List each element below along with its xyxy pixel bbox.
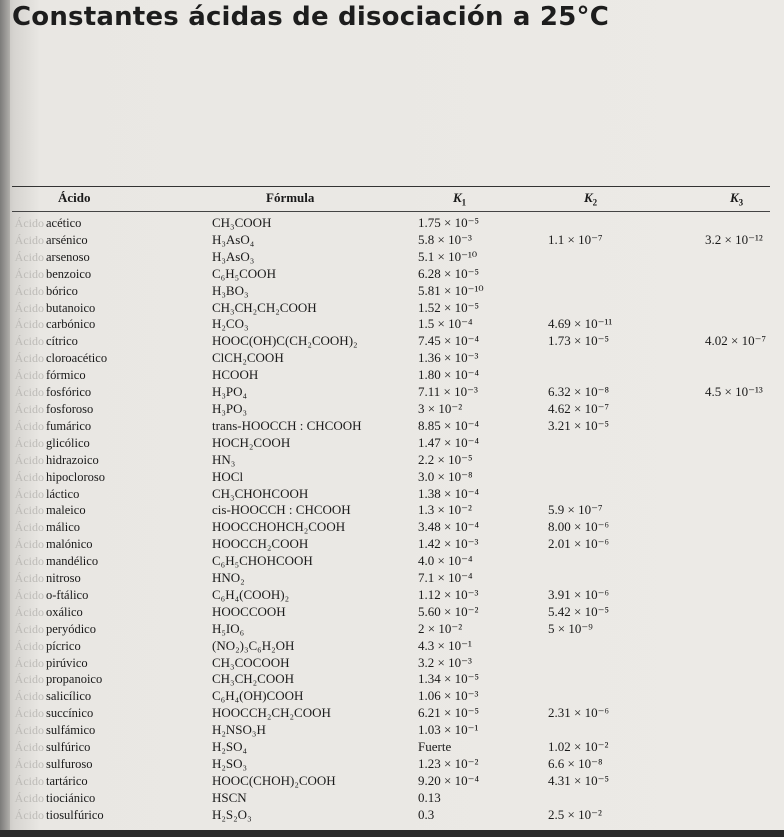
acid-name: glicólico [46,435,90,450]
k1-value: 7.45 × 10⁻⁴ [418,333,479,349]
acid-formula: HNO₂ [212,570,245,586]
acid-prefix: Ácido [14,368,44,383]
k1-value: 0.13 [418,789,441,805]
acid-formula: HOOCCHOHCH₂COOH [212,519,346,535]
table-row [0,401,784,418]
k1-value: 3 × 10⁻² [418,400,463,416]
acid-name: succínico [46,706,94,721]
acid-formula: H₃PO₄ [212,384,248,400]
acid-formula: ClCH₂COOH [212,350,284,366]
k2-value: 1.1 × 10⁻⁷ [548,231,603,247]
acid-name: cloroacético [46,351,108,366]
acid-prefix: Ácido [14,418,44,433]
acid-name: fosfórico [46,385,92,400]
table-row [0,266,784,283]
table-row [0,486,784,503]
k1-value: 3.2 × 10⁻³ [418,654,472,670]
acid-name: fosforoso [46,401,94,416]
k1-value: 1.03 × 10⁻¹ [418,722,479,738]
acid-prefix: Ácido [14,503,44,518]
table-row [0,756,784,773]
k1-value: 1.38 × 10⁻⁴ [418,485,479,501]
k1-value: 1.36 × 10⁻³ [418,350,479,366]
acid-formula: H₃BO₃ [212,282,249,298]
acid-prefix: Ácido [14,351,44,366]
acid-prefix: Ácido [14,537,44,552]
acid-name: butanoico [46,300,96,315]
acid-name: láctico [46,486,80,501]
acid-name: oxálico [46,604,83,619]
acid-prefix: Ácido [14,317,44,332]
acid-formula: CH₃COCOOH [212,654,290,670]
acid-name: carbónico [46,317,96,332]
acid-name: cítrico [46,334,78,349]
table-row [0,333,784,350]
k2-value: 3.91 × 10⁻⁶ [548,586,609,602]
k2-value: 2.01 × 10⁻⁶ [548,536,609,552]
table-row [0,705,784,722]
k1-value: 6.21 × 10⁻⁵ [418,705,479,721]
k1-value: 4.3 × 10⁻¹ [418,637,472,653]
acid-name: hidrazoico [46,452,99,467]
table-row [0,350,784,367]
acid-prefix: Ácido [14,638,44,653]
acid-formula: HOOC(CHOH)₂COOH [212,772,336,788]
table-row [0,452,784,469]
table-row [0,215,784,232]
k2-value: 2.31 × 10⁻⁶ [548,705,609,721]
table-row [0,316,784,333]
acid-prefix: Ácido [14,757,44,771]
acid-name: sulfámico [46,723,96,738]
column-header-k2: $K_2$ [584,190,598,208]
acid-formula: C₆H₅COOH [212,265,276,281]
acid-prefix: Ácido [14,554,44,569]
acid-formula: H₂SO₃ [212,756,248,771]
k1-value: 1.3 × 10⁻² [418,502,472,518]
table-row [0,536,784,553]
acid-formula: HCOOH [212,367,259,383]
k2-value: 4.62 × 10⁻⁷ [548,400,609,416]
acid-formula: CH₃CHOHCOOH [212,485,309,501]
table-row [0,283,784,300]
acid-prefix: Ácido [14,216,44,230]
acid-prefix: Ácido [14,401,44,416]
acid-prefix: Ácido [14,300,44,315]
acid-prefix: Ácido [14,706,44,721]
acid-formula: H₃AsO₃ [212,248,255,264]
acid-prefix: Ácido [14,469,44,484]
k1-value: 1.23 × 10⁻² [418,756,479,771]
table-row [0,570,784,587]
acid-prefix: Ácido [14,385,44,400]
table-row [0,655,784,672]
acid-name: hipocloroso [46,469,106,484]
table-row [0,249,784,266]
acid-formula: CH₃COOH [212,215,272,230]
k2-value: 1.02 × 10⁻² [548,739,609,755]
acid-formula: H₅IO₆ [212,620,245,636]
column-header-k3: $K_3$ [730,190,744,208]
k1-value: 1.12 × 10⁻³ [418,586,479,602]
acid-prefix: Ácido [14,689,44,704]
acid-formula: HN₃ [212,451,236,467]
acid-formula: H₂NSO₃H [212,722,266,738]
acid-name: pirúvico [46,655,88,670]
acid-name: nitroso [46,571,81,586]
acid-prefix: Ácido [14,604,44,619]
acid-prefix: Ácido [14,740,44,755]
acid-prefix: Ácido [14,672,44,687]
page-title: Constantes ácidas de disociación a 25°C [12,2,609,32]
k2-value: 6.32 × 10⁻⁸ [548,384,609,400]
k1-value: 1.75 × 10⁻⁵ [418,215,479,230]
acid-prefix: Ácido [14,723,44,738]
table-row [0,435,784,452]
k2-value: 4.69 × 10⁻¹¹ [548,316,613,332]
table-header-rule [12,211,770,212]
acid-name: tartárico [46,773,88,788]
acid-name: sulfúrico [46,740,91,755]
column-header-k1: $K_1$ [453,190,467,208]
page-bottom-edge [0,830,784,837]
acid-formula: HOCH₂COOH [212,434,291,450]
k1-value: 1.42 × 10⁻³ [418,536,479,552]
acid-formula: H₂SO₄ [212,739,248,755]
acid-name: malónico [46,537,93,552]
k1-value: 1.34 × 10⁻⁵ [418,671,479,687]
acid-name: salicílico [46,689,92,704]
k1-value: 8.85 × 10⁻⁴ [418,417,479,433]
k2-value: 1.73 × 10⁻⁵ [548,333,609,349]
acid-name: fumárico [46,418,92,433]
table-row [0,638,784,655]
acid-prefix: Ácido [14,486,44,501]
acid-name: maleico [46,503,86,518]
acid-prefix: Ácido [14,790,44,805]
k1-value: 5.60 × 10⁻² [418,603,479,619]
table-row [0,367,784,384]
acid-name: tiosulfúrico [46,807,104,822]
table-row [0,790,784,807]
k1-value: Fuerte [418,739,452,755]
k1-value: 2.2 × 10⁻⁵ [418,451,473,467]
acid-formula: HOOCCH₂COOH [212,536,309,552]
acid-formula: CH₃CH₂COOH [212,671,295,687]
acid-formula: HSCN [212,789,247,805]
acid-name: propanoico [46,672,103,687]
acid-formula: H₃PO₃ [212,400,248,416]
k1-value: 1.5 × 10⁻⁴ [418,316,473,332]
k2-value: 4.31 × 10⁻⁵ [548,772,609,788]
table-row [0,587,784,604]
acid-prefix: Ácido [14,283,44,298]
k1-value: 3.48 × 10⁻⁴ [418,519,479,535]
k1-value: 5.1 × 10⁻¹⁰ [418,248,478,264]
k1-value: 7.11 × 10⁻³ [418,384,478,400]
table-row [0,604,784,621]
k2-value: 5 × 10⁻⁹ [548,620,593,636]
k1-value: 5.81 × 10⁻¹⁰ [418,282,484,298]
k1-value: 0.3 [418,806,435,822]
acid-name: mandélico [46,554,99,569]
acid-formula: (NO₂)₃C₆H₂OH [212,637,295,653]
acid-formula: H₂S₂O₃ [212,806,252,822]
table-top-rule [12,186,770,187]
table-row [0,519,784,536]
k3-value: 3.2 × 10⁻¹² [705,231,763,247]
acid-prefix: Ácido [14,621,44,636]
k1-value: 1.80 × 10⁻⁴ [418,367,479,383]
k1-value: 3.0 × 10⁻⁸ [418,468,473,484]
k2-value: 2.5 × 10⁻² [548,806,602,822]
acid-prefix: Ácido [14,520,44,535]
k1-value: 9.20 × 10⁻⁴ [418,772,479,788]
table-row [0,722,784,739]
acid-prefix: Ácido [14,773,44,788]
k1-value: 2 × 10⁻² [418,620,463,636]
table-row [0,384,784,401]
acid-formula: cis-HOOCCH : CHCOOH [212,502,351,518]
acid-name: o-ftálico [46,587,89,602]
column-header-acid: Ácido [58,190,91,205]
acid-formula: C₆H₅CHOHCOOH [212,553,313,569]
acid-name: acético [46,216,82,230]
acid-prefix: Ácido [14,571,44,586]
acid-prefix: Ácido [14,655,44,670]
acid-name: fórmico [46,368,86,383]
acid-prefix: Ácido [14,232,44,247]
acid-name: sulfuroso [46,757,93,771]
column-header-formula: Fórmula [266,190,315,205]
table-row [0,553,784,570]
acid-formula: H₂CO₃ [212,316,249,332]
acid-formula: CH₃CH₂CH₂COOH [212,299,317,315]
table-row [0,773,784,790]
table-row [0,688,784,705]
k2-value: 5.9 × 10⁻⁷ [548,502,603,518]
acid-formula: HOCl [212,468,244,484]
acid-formula: trans-HOOCCH : CHCOOH [212,417,362,433]
table-row [0,502,784,519]
table-row [0,418,784,435]
acid-name: arsénico [46,232,88,247]
acid-name: arsenoso [46,249,90,264]
acid-formula: C₆H₄(COOH)₂ [212,586,290,602]
table-row [0,807,784,824]
acid-formula: C₆H₄(OH)COOH [212,688,304,704]
acid-prefix: Ácido [14,249,44,264]
table-row [0,300,784,317]
k1-value: 6.28 × 10⁻⁵ [418,265,479,281]
table-row [0,469,784,486]
k2-value: 8.00 × 10⁻⁶ [548,519,609,535]
acid-prefix: Ácido [14,807,44,822]
k2-value: 6.6 × 10⁻⁸ [548,756,603,771]
table-row [0,671,784,688]
k2-value: 5.42 × 10⁻⁵ [548,603,609,619]
table-row [0,621,784,638]
k1-value: 4.0 × 10⁻⁴ [418,553,473,569]
acid-name: tiociánico [46,790,96,805]
k2-value: 3.21 × 10⁻⁵ [548,417,609,433]
acid-name: benzoico [46,266,92,281]
table-row [0,739,784,756]
acid-prefix: Ácido [14,266,44,281]
acid-prefix: Ácido [14,334,44,349]
k1-value: 5.8 × 10⁻³ [418,231,472,247]
acid-name: bórico [46,283,78,298]
acid-prefix: Ácido [14,452,44,467]
k1-value: 7.1 × 10⁻⁴ [418,570,473,586]
acid-formula: HOOCCOOH [212,603,286,619]
k1-value: 1.47 × 10⁻⁴ [418,434,479,450]
k3-value: 4.02 × 10⁻⁷ [705,333,766,349]
k1-value: 1.06 × 10⁻³ [418,688,479,704]
acid-formula: HOOC(OH)C(CH₂COOH)₂ [212,333,358,349]
acid-name: málico [46,520,81,535]
acid-formula: H₃AsO₄ [212,231,255,247]
table-row [0,232,784,249]
acid-name: pícrico [46,638,81,653]
k1-value: 1.52 × 10⁻⁵ [418,299,479,315]
acid-prefix: Ácido [14,435,44,450]
acid-table-body [0,215,784,824]
acid-formula: HOOCCH₂CH₂COOH [212,705,331,721]
acid-name: peryódico [46,621,96,636]
k3-value: 4.5 × 10⁻¹³ [705,384,763,400]
acid-prefix: Ácido [14,587,44,602]
